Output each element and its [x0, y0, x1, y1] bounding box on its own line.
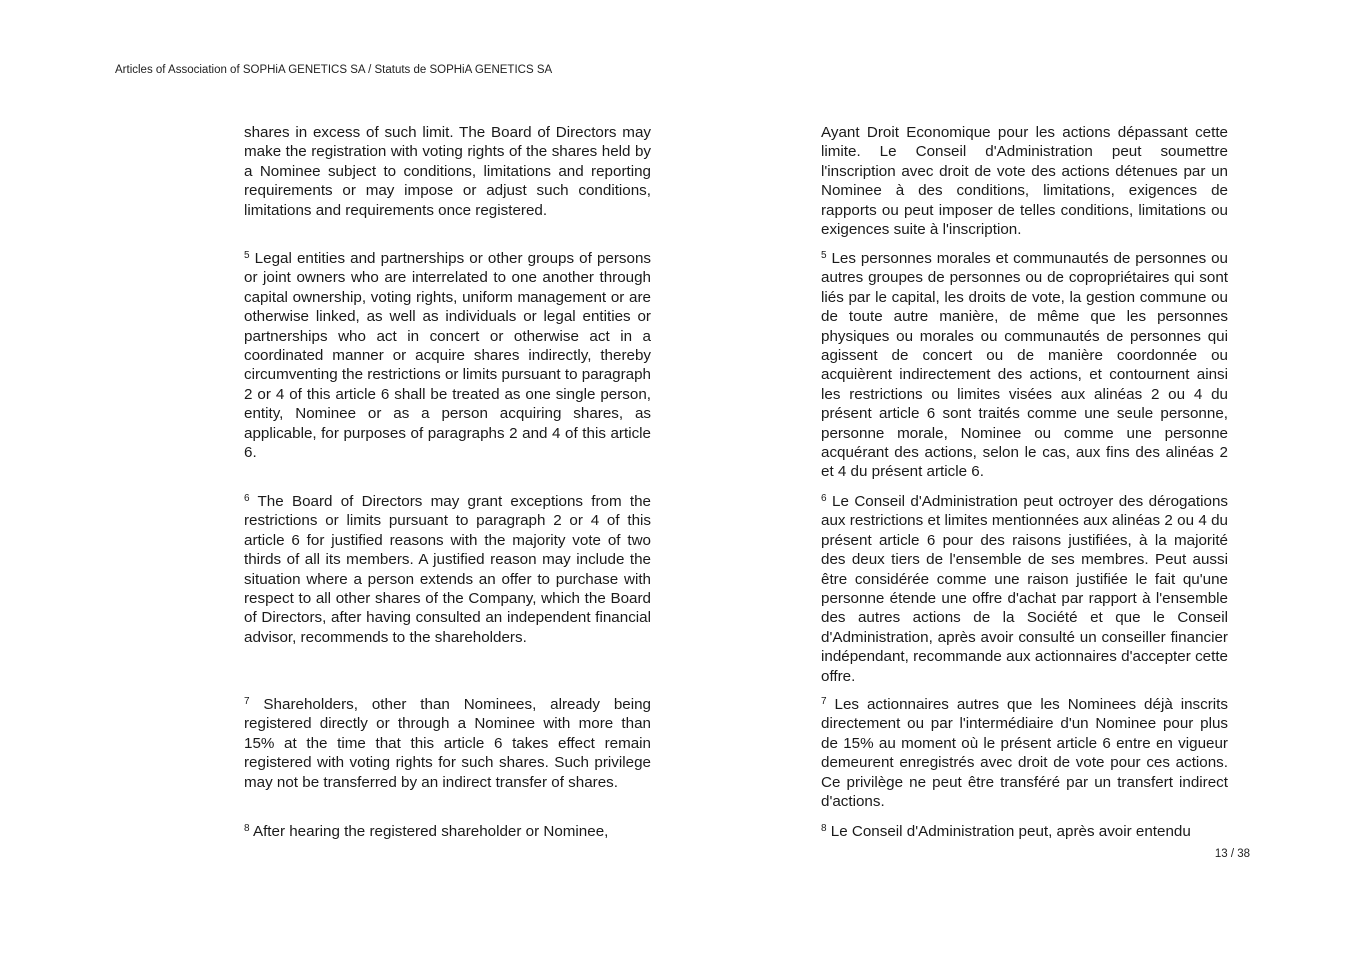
french-paragraph-8 [821, 822, 1228, 841]
paragraph-number: 5 [244, 250, 250, 261]
paragraph-text: Les actionnaires autres que les Nominees déjà inscrits directement ou par l'intermédiaire d'un Nominee pour plus de 15% au moment où le présent article 6 entre en vigueur demeurent enregistrés avec droit de vote pour ces actions. Ce privilège ne peut être transféré par un transfert indirect d'actions. [821, 696, 1228, 811]
english-paragraph-8 [244, 822, 651, 841]
paragraph-text: The Board of Directors may grant exceptions from the restrictions or limits pursuant to paragraph 2 or 4 of this article 6 for justified reasons with the majority vote of two thirds of all its members. A justified reason may include the situation where a person extends an offer to purchase with respect to all other shares of the Company, which the Board of Directors, after having consulted an independent financial advisor, recommends to the shareholders. [244, 493, 651, 646]
paragraph-number: 5 [821, 250, 827, 261]
paragraph-number: 8 [821, 823, 827, 834]
english-paragraph-7 [244, 695, 651, 792]
paragraph-text: Les personnes morales et communautés de personnes ou autres groupes de personnes ou de copropriétaires qui sont liés par le capital, les droits de vote, la gestion commune ou de toute autre manière, de même que les personnes physiques ou morales ou communautés de personnes qui agissent de concert ou de manière coordonnée ou acquièrent indirectement des actions, et contournent ainsi les restrictions ou limites visées aux alinéas 2 ou 4 du présent article 6 sont traités comme une seule personne, personne morale, Nominee ou comme une personne acquérant des actions, selon le cas, aux fins des alinéas 2 et 4 du présent article 6. [821, 250, 1228, 481]
french-paragraph-5 [821, 249, 1228, 482]
paragraph-text: After hearing the registered shareholder or Nominee, [249, 823, 609, 840]
paragraph-text: Le Conseil d'Administration peut, après avoir entendu [826, 823, 1191, 840]
french-paragraph-7 [821, 695, 1228, 811]
french-paragraph-continuation [821, 123, 1228, 239]
document-header: Articles of Association of SOPHiA GENETICS SA / Statuts de SOPHiA GENETICS SA [115, 64, 553, 76]
paragraph-text: Le Conseil d'Administration peut octroyer des dérogations aux restrictions et limites mentionnées aux alinéas 2 ou 4 du présent article 6 pour des raisons justifiées, à la majorité des deux tiers de l'ensemble de ses membres. Peut aussi être considérée comme une raison justifiée le fait qu'une personne étende une offre d'achat par rapport à l'ensemble des autres actions de la Société et que le Conseil d'Administration, après avoir consulté un conseiller financier indépendant, recommande aux actionnaires d'accepter cette offre. [821, 493, 1228, 685]
paragraph-text: Shareholders, other than Nominees, already being registered directly or through a Nominee with more than 15% at the time that this article 6 takes effect remain registered with voting rights for such shares. Such privilege may not be transferred by an indirect transfer of shares. [244, 696, 651, 791]
french-paragraph-6 [821, 492, 1228, 686]
paragraph-number: 6 [821, 493, 827, 504]
paragraph-text: Ayant Droit Economique pour les actions dépassant cette limite. Le Conseil d'Administration peut soumettre l'inscription avec droit de vote des actions détenues par un Nominee à des conditions, limitations, exigences de rapports ou peut imposer de telles conditions, limitations ou exigences suite à l'inscription. [821, 124, 1228, 239]
english-paragraph-continuation [244, 123, 651, 220]
paragraph-number: 6 [244, 493, 250, 504]
paragraph-text: shares in excess of such limit. The Board of Directors may make the registration with voting rights of the shares held by a Nominee subject to conditions, limitations and reporting requirements or may impose or adjust such conditions, limitations and requirements once registered. [244, 124, 651, 219]
paragraph-number: 7 [821, 696, 827, 707]
english-paragraph-5 [244, 249, 651, 462]
paragraph-text: Legal entities and partnerships or other groups of persons or joint owners who are interrelated to one another through capital ownership, voting rights, uniform management or are otherwise linked, as well as individuals or legal entities or partnerships who act in concert or otherwise act in a coordinated manner or acquire shares indirectly, thereby circumventing the restrictions or limits pursuant to paragraph 2 or 4 of this article 6 shall be treated as one single person, entity, Nominee or as a person acquiring shares, as applicable, for purposes of paragraphs 2 and 4 of this article 6. [244, 250, 651, 462]
page-number: 13 / 38 [1214, 848, 1250, 860]
paragraph-number: 7 [244, 696, 250, 707]
paragraph-number: 8 [244, 823, 250, 834]
english-paragraph-6 [244, 492, 651, 647]
